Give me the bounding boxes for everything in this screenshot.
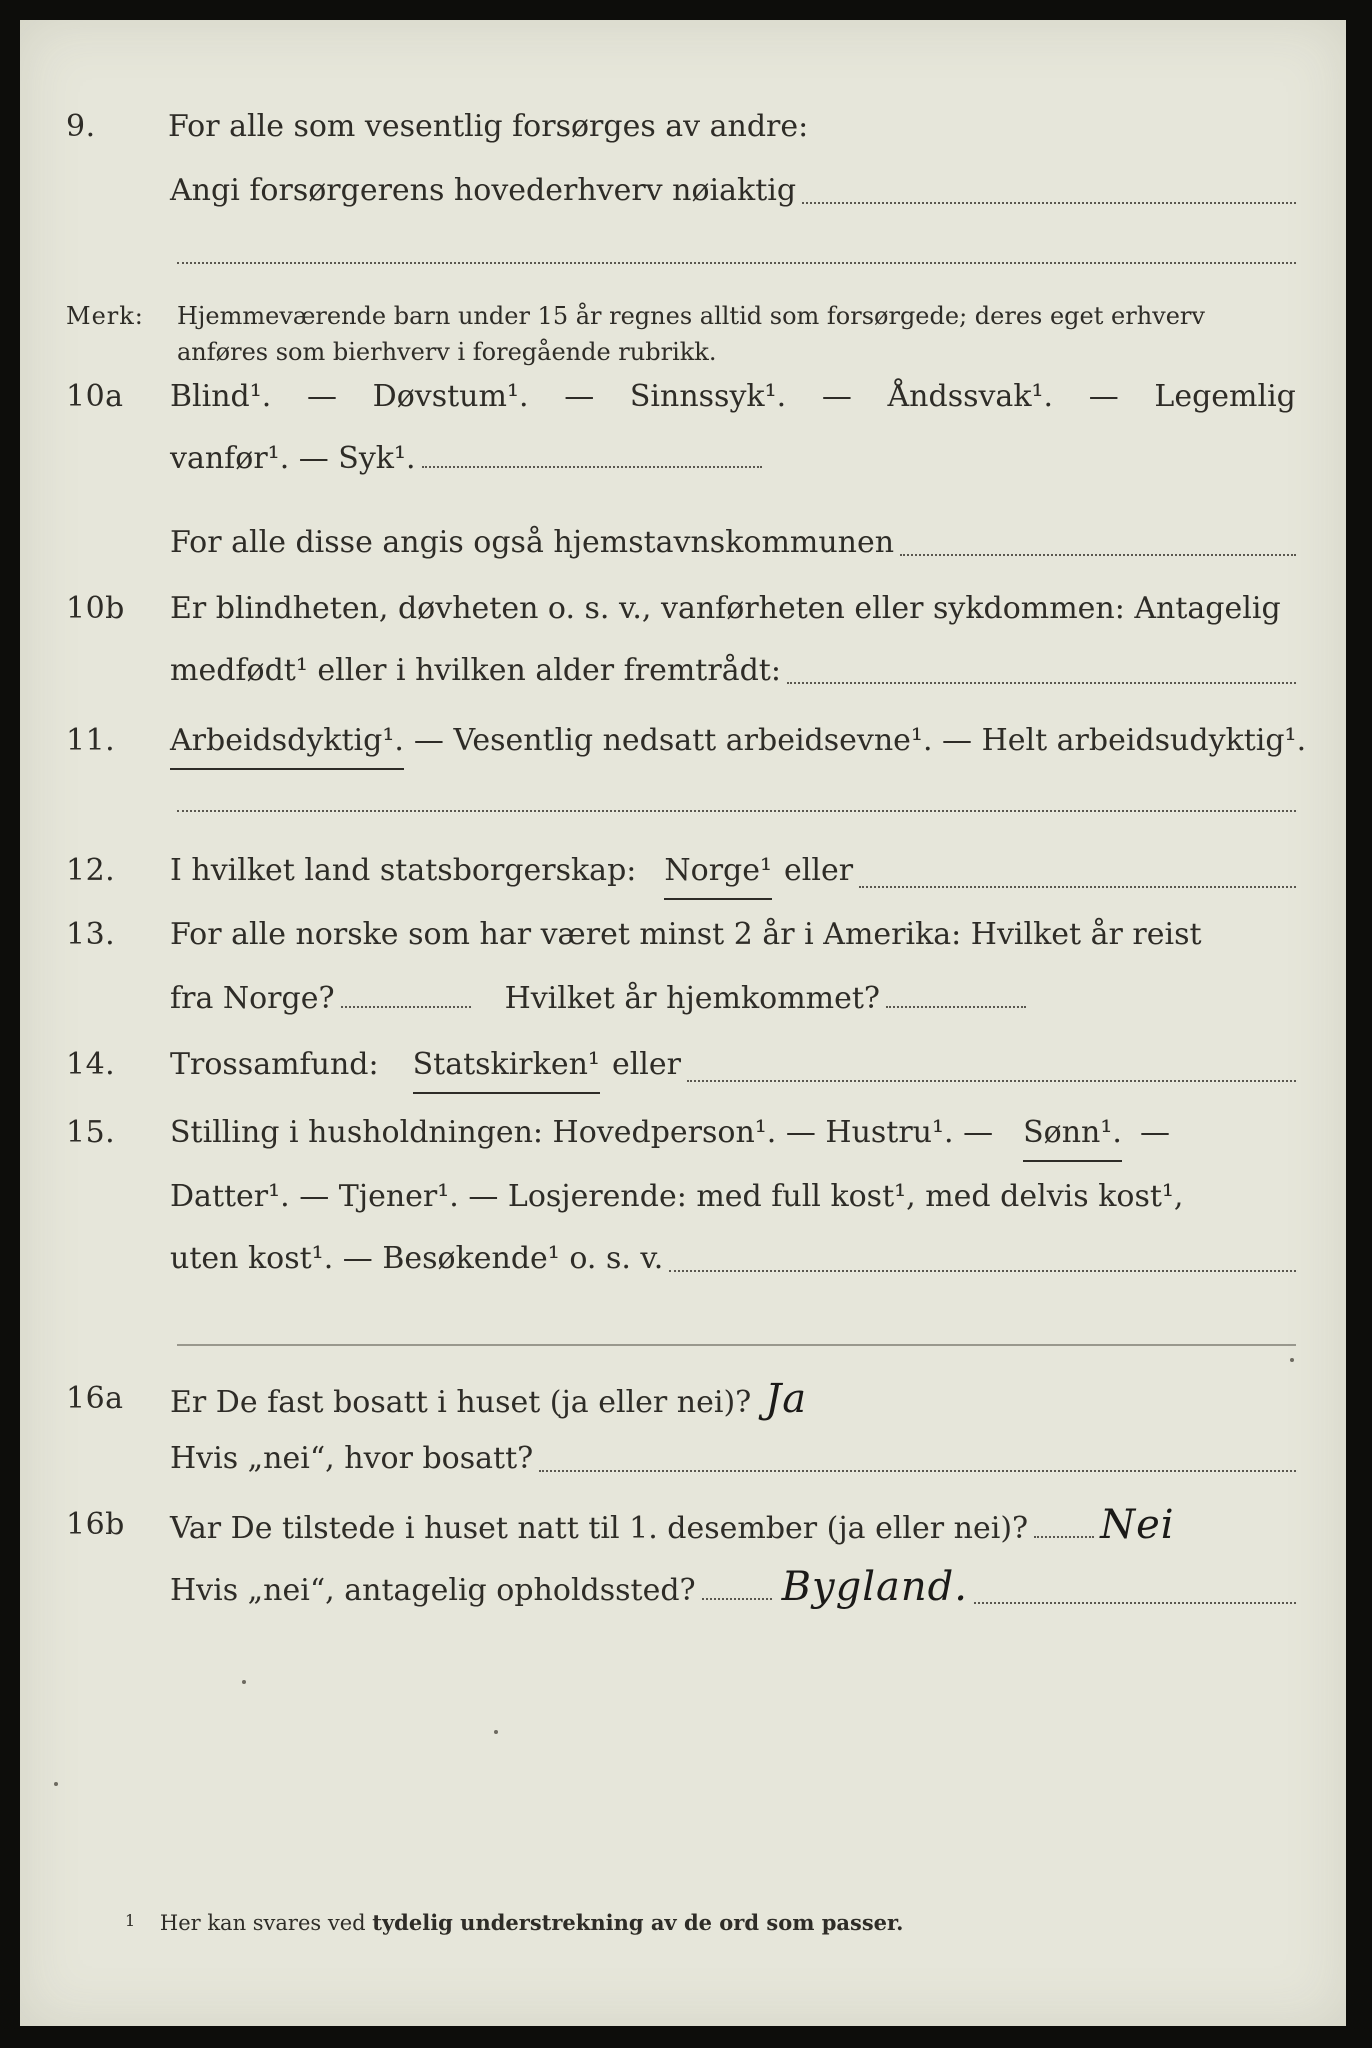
question-number: 10a bbox=[66, 379, 124, 414]
question-9-line2 bbox=[20, 166, 1346, 216]
question-text: For alle disse angis også hjemstavnskommunen bbox=[170, 525, 895, 560]
question-number: 10b bbox=[66, 591, 125, 626]
question-text: eller bbox=[784, 853, 854, 888]
separator: — bbox=[307, 379, 337, 414]
option-sinnssyk[interactable]: Sinnssyk¹. bbox=[629, 379, 787, 414]
question-number: 15. bbox=[66, 1115, 116, 1150]
question-number: 12. bbox=[66, 853, 116, 888]
answer-field[interactable] bbox=[702, 1598, 772, 1600]
note-label: Merk: bbox=[66, 302, 144, 330]
question-9 bbox=[20, 102, 1346, 152]
question-text: I hvilket land statsborgerskap: bbox=[170, 853, 637, 888]
census-form-page bbox=[20, 20, 1346, 2026]
question-14 bbox=[20, 1040, 1346, 1090]
question-10a-line2 bbox=[20, 434, 1346, 484]
question-number: 11. bbox=[66, 723, 116, 758]
paper-speck bbox=[1290, 1358, 1294, 1362]
answer-field[interactable] bbox=[422, 466, 762, 468]
answer-field[interactable] bbox=[687, 1080, 1296, 1082]
option-dovstum[interactable]: Døvstum¹. bbox=[372, 379, 529, 414]
separator: — bbox=[1139, 1115, 1170, 1150]
question-15 bbox=[20, 1108, 1346, 1158]
separator: — bbox=[821, 379, 852, 414]
handwritten-answer: Nei bbox=[1100, 1502, 1175, 1548]
question-12 bbox=[20, 846, 1346, 896]
paper-speck bbox=[494, 1730, 498, 1734]
question-text: Hvilket år hjemkommet? bbox=[504, 981, 881, 1016]
separator: — bbox=[564, 379, 595, 414]
option-sonn-selected[interactable]: Sønn¹. bbox=[1023, 1108, 1122, 1162]
question-text: uten kost¹. — Besøkende¹ o. s. v. bbox=[170, 1241, 664, 1276]
question-text: Datter¹. — Tjener¹. — Losjerende: med full kost¹, med delvis kost¹, bbox=[170, 1179, 1184, 1214]
question-number: 16a bbox=[66, 1381, 124, 1416]
question-text: eller bbox=[611, 1047, 681, 1082]
answer-field[interactable] bbox=[974, 1602, 1296, 1604]
question-number: 9. bbox=[66, 109, 96, 144]
note-text: Hjemmeværende barn under 15 år regnes alltid som forsørgede; deres eget erhverv bbox=[177, 302, 1205, 330]
footnote-emphasis: tydelig understrekning av de ord som passer. bbox=[372, 1910, 904, 1935]
question-text: Var De tilstede i huset natt til 1. desember (ja eller nei)? bbox=[170, 1511, 1029, 1546]
option-legemlig[interactable]: Legemlig bbox=[1154, 379, 1296, 414]
question-10a-line3 bbox=[20, 518, 1346, 568]
divider bbox=[177, 1344, 1296, 1346]
question-text: Stilling i husholdningen: Hovedperson¹. — Hustru¹. — bbox=[170, 1115, 994, 1150]
answer-field[interactable] bbox=[1034, 1536, 1094, 1538]
answer-field[interactable] bbox=[669, 1270, 1296, 1272]
question-10b bbox=[20, 584, 1346, 634]
handwritten-answer: Bygland. bbox=[781, 1564, 968, 1610]
question-text: For alle som vesentlig forsørges av andre: bbox=[168, 109, 809, 144]
paper-speck bbox=[54, 1782, 58, 1786]
answer-field[interactable] bbox=[900, 554, 1296, 556]
question-number: 14. bbox=[66, 1047, 116, 1082]
question-text: Er De fast bosatt i huset (ja eller nei)? bbox=[170, 1385, 752, 1420]
answer-field-hjemkommet[interactable] bbox=[886, 1006, 1026, 1008]
question-text: fra Norge? bbox=[170, 981, 335, 1016]
question-text: Er blindheten, døvheten o. s. v., vanførheten eller sykdommen: Antagelig bbox=[170, 591, 1281, 626]
answer-field[interactable] bbox=[802, 202, 1296, 204]
question-16b bbox=[20, 1500, 1346, 1550]
question-13 bbox=[20, 910, 1346, 960]
option-statskirken-selected[interactable]: Statskirken¹ bbox=[413, 1040, 600, 1094]
question-text: Hvis „nei“, antagelig opholdssted? bbox=[170, 1573, 696, 1608]
footnote-mark: 1 bbox=[125, 1911, 136, 1930]
question-text: Trossamfund: bbox=[170, 1047, 379, 1082]
question-16a-line2 bbox=[20, 1434, 1346, 1484]
answer-field[interactable] bbox=[859, 886, 1296, 888]
question-11 bbox=[20, 716, 1346, 766]
answer-field[interactable] bbox=[787, 682, 1296, 684]
question-13-line2 bbox=[20, 974, 1346, 1024]
question-16a bbox=[20, 1374, 1346, 1424]
handwritten-answer: Ja bbox=[765, 1376, 808, 1422]
answer-field[interactable] bbox=[539, 1470, 1296, 1472]
question-text: For alle norske som har været minst 2 år i Amerika: Hvilket år reist bbox=[170, 917, 1202, 952]
separator: — bbox=[1088, 379, 1119, 414]
footnote-text: Her kan svares ved bbox=[159, 1911, 366, 1935]
question-text: medfødt¹ eller i hvilken alder fremtrådt: bbox=[170, 653, 781, 688]
question-number: 16b bbox=[66, 1507, 125, 1542]
note-text: anføres som bierhverv i foregående rubrikk. bbox=[177, 338, 717, 366]
option-arbeidsdyktig-selected[interactable]: Arbeidsdyktig¹. bbox=[170, 716, 404, 770]
answer-field[interactable] bbox=[177, 810, 1296, 812]
option-blind[interactable]: Blind¹. bbox=[170, 379, 272, 414]
question-10b-line2 bbox=[20, 646, 1346, 696]
option-norge-selected[interactable]: Norge¹ bbox=[664, 846, 772, 900]
answer-field-reist[interactable] bbox=[341, 1006, 471, 1008]
question-10a bbox=[20, 372, 1346, 422]
question-15-line2 bbox=[20, 1172, 1346, 1222]
question-16b-line2 bbox=[20, 1562, 1346, 1612]
paper-speck bbox=[242, 1680, 246, 1684]
question-options: — Vesentlig nedsatt arbeidsevne¹. — Helt arbeidsudyktig¹. bbox=[413, 723, 1307, 758]
question-15-line3 bbox=[20, 1234, 1346, 1284]
footnote bbox=[125, 1908, 903, 1938]
answer-field[interactable] bbox=[177, 262, 1296, 264]
question-text: Hvis „nei“, hvor bosatt? bbox=[170, 1441, 534, 1476]
question-number: 13. bbox=[66, 917, 116, 952]
question-text: Angi forsørgerens hovederhverv nøiaktig bbox=[170, 173, 797, 208]
question-text: vanfør¹. — Syk¹. bbox=[170, 441, 416, 476]
option-andssvak[interactable]: Åndssvak¹. bbox=[887, 379, 1054, 414]
